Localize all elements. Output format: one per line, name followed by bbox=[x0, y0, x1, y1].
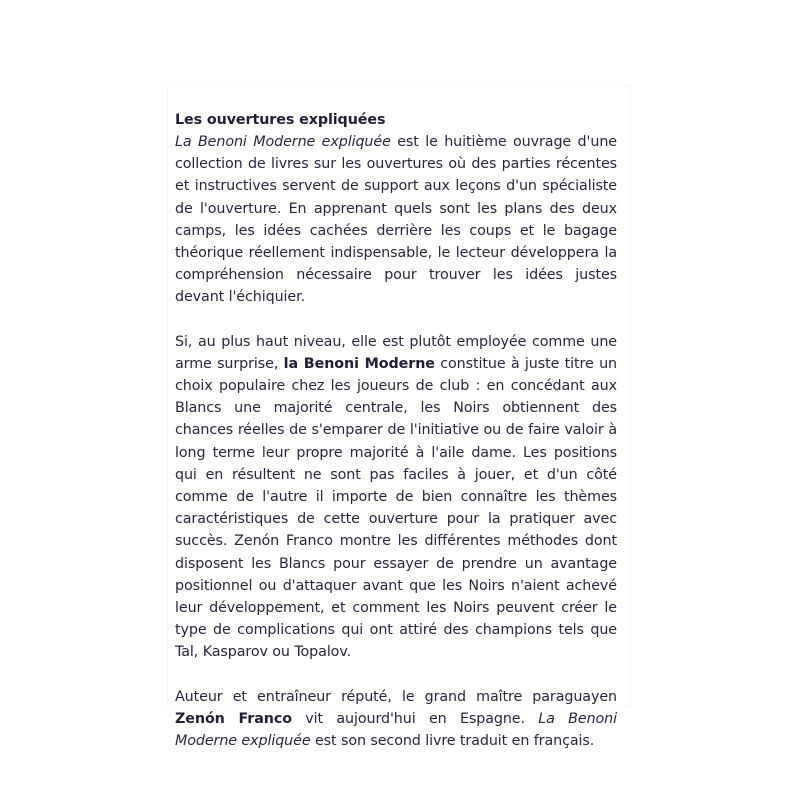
author-name-bold: Zenón Franco bbox=[175, 710, 292, 727]
author-text-end: est son second livre traduit en français. bbox=[310, 733, 595, 750]
description-text-start: Si, au plus haut niveau, elle est plutôt employée comme une arme surprise, bbox=[175, 333, 617, 372]
book-title-italic: La Benoni Moderne expliquée bbox=[175, 134, 391, 150]
intro-text: est le huitième ouvrage d'une collection de livres sur les ouvertures où des parties récentes et instructives servent de support aux leçons d'un spécialiste de l'ouverture. En apprenant quels sont les plans des deux camps, les idées cachées derrière les coups et le bagage théorique réellement indispensable, le lecteur développera la compréhension nécessaire pour trouver les idées justes devant l'échiquier. bbox=[175, 134, 617, 306]
back-cover-text bbox=[175, 109, 617, 752]
series-heading: Les ouvertures expliquées bbox=[175, 112, 386, 128]
paragraph-description bbox=[175, 331, 617, 664]
author-text-middle: vit aujourd'hui en Espagne. bbox=[291, 710, 539, 727]
opening-name-bold: la Benoni Moderne bbox=[283, 355, 435, 372]
paragraph-author bbox=[175, 686, 617, 753]
author-text-start: Auteur et entraîneur réputé, le grand maître paraguayen bbox=[175, 688, 617, 705]
paragraph-intro bbox=[175, 131, 617, 309]
description-text-end: constitue à juste titre un choix populaire chez les joueurs de club : en concédant aux Blancs une majorité centrale, les Noirs obtiennent des chances réelles de s'emparer de l'initiative ou de faire valoir à long terme leur propre majorité à l'aile dame. Les positions qui en résultent ne sont pas faciles à jouer, et d'un côté comme de l'autre il importe de bien connaître les thèmes caractéristiques de cette ouverture pour la pratiquer avec succès. Zenón Franco montre les différentes méthodes dont disposent les Blancs pour essayer de prendre un avantage positionnel ou d'attaquer avant que les Noirs n'aient achevé leur développement, et comment les Noirs peuvent créer le type de complications qui ont attiré des champions tels que Tal, Kasparov ou Topalov. bbox=[175, 355, 617, 661]
book-title-italic-2: La Benoni Moderne expliquée bbox=[175, 710, 618, 750]
